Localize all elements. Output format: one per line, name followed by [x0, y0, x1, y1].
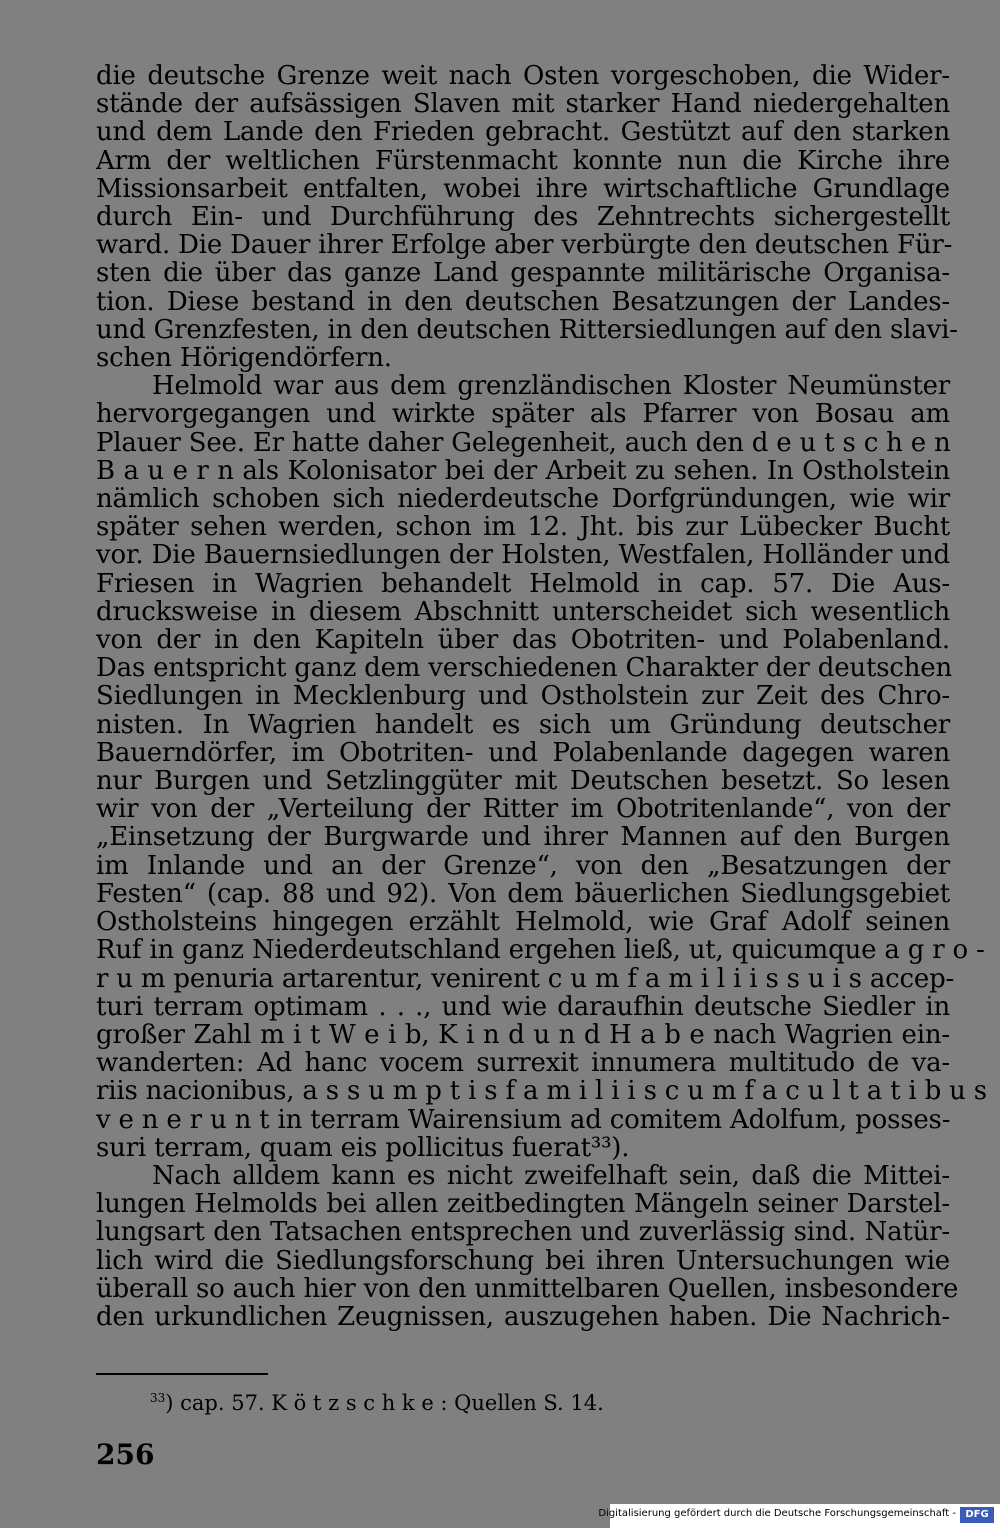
text-line: Nach alldem kann es nicht zweifelhaft sein, daß die Mittei- — [152, 1160, 950, 1191]
text-line: Helmold war aus dem grenzländischen Kloster Neumünster — [152, 371, 950, 402]
text-line: schen Hörigendörfern. — [96, 343, 392, 374]
text-line: vor. Die Bauernsiedlungen der Holsten, Westfalen, Holländer und — [96, 540, 950, 571]
text-line: lich wird die Siedlungsforschung bei ihren Untersuchungen wie — [96, 1245, 950, 1276]
dfg-logo-icon: DFG — [960, 1507, 994, 1523]
page-number: 256 — [96, 1438, 155, 1471]
footnote — [150, 1386, 604, 1415]
text-line: drucksweise in diesem Abschnitt unterscheidet sich wesentlich — [96, 596, 950, 627]
text-line: hervorgegangen und wirkte später als Pfarrer von Bosau am — [96, 399, 950, 430]
text-line: überall so auch hier von den unmittelbaren Quellen, insbesondere — [96, 1273, 959, 1304]
text-line: nämlich schoben sich niederdeutsche Dorfgründungen, wie wir — [96, 484, 950, 515]
footnote-text: ) cap. 57. K ö t z s c h k e : Quellen S. 14. — [165, 1391, 604, 1415]
text-line: Ostholsteins hingegen erzählt Helmold, wie Graf Adolf seinen — [96, 907, 950, 938]
text-line: lungsart den Tatsachen entsprechen und zuverlässig sind. Natür- — [96, 1217, 950, 1248]
text-line: durch Ein- und Durchführung des Zehntrechts sichergestellt — [96, 202, 950, 233]
text-line: v e n e r u n t in terram Wairensium ad comitem Adolfum, posses- — [96, 1104, 951, 1135]
text-line: Siedlungen in Mecklenburg und Ostholstein zur Zeit des Chro- — [96, 681, 950, 712]
text-line: den urkundlichen Zeugnissen, auszugehen haben. Die Nachrich- — [96, 1301, 950, 1332]
text-line: stände der aufsässigen Slaven mit starker Hand niedergehalten — [96, 89, 950, 120]
text-line: und Grenzfesten, in den deutschen Rittersiedlungen auf den slavi- — [96, 314, 958, 345]
text-line: sten die über das ganze Land gespannte militärische Organisa- — [96, 258, 950, 289]
text-line: lungen Helmolds bei allen zeitbedingten Mängeln seiner Darstel- — [96, 1189, 950, 1220]
text-line: B a u e r n als Kolonisator bei der Arbeit zu sehen. In Ostholstein — [96, 455, 950, 486]
text-line: nisten. In Wagrien handelt es sich um Gründung deutscher — [96, 709, 950, 740]
text-line: Bauerndörfer, im Obotriten- und Polabenlande dagegen waren — [96, 737, 950, 768]
text-line: wanderten: Ad hanc vocem surrexit innumera multitudo de va- — [96, 1048, 950, 1079]
text-line: die deutsche Grenze weit nach Osten vorgeschoben, die Wider- — [96, 61, 950, 91]
text-line: großer Zahl m i t W e i b, K i n d u n d H a b e nach Wagrien ein- — [96, 1019, 950, 1050]
text-line: Ruf in ganz Niederdeutschland ergehen ließ, ut, quicumque a g r o - — [96, 935, 985, 966]
footnote-separator — [96, 1373, 268, 1375]
text-line: suri terram, quam eis pollicitus fuerat³³). — [96, 1132, 630, 1163]
text-line: im Inlande und an der Grenze“, von den „Besatzungen der — [96, 850, 950, 881]
text-line: r u m penuria artarentur, venirent c u m f a m i l i i s s u i s accep- — [96, 963, 955, 994]
text-line: Festen“ (cap. 88 und 92). Von dem bäuerlichen Siedlungsgebiet — [96, 878, 950, 909]
text-line: nur Burgen und Setzlinggüter mit Deutschen besetzt. So lesen — [96, 766, 950, 797]
digitization-footer — [598, 1504, 1000, 1528]
text-line: tion. Diese bestand in den deutschen Besatzungen der Landes- — [96, 286, 950, 317]
text-line: wir von der „Verteilung der Ritter im Obotritenlande“, von der — [96, 794, 950, 825]
text-line: Friesen in Wagrien behandelt Helmold in cap. 57. Die Aus- — [96, 568, 950, 599]
text-line: Plauer See. Er hatte daher Gelegenheit, auch den d e u t s c h e n — [96, 427, 951, 458]
text-line: Missionsarbeit entfalten, wobei ihre wirtschaftliche Grundlage — [96, 173, 950, 204]
body-text — [96, 61, 987, 1332]
text-line: „Einsetzung der Burgwarde und ihrer Mannen auf den Burgen — [96, 822, 950, 853]
footnote-marker: 33 — [150, 1391, 166, 1405]
text-line: ward. Die Dauer ihrer Erfolge aber verbürgte den deutschen Für- — [96, 230, 953, 261]
text-line: und dem Lande den Frieden gebracht. Gestützt auf den starken — [96, 117, 950, 148]
text-line: riis nacionibus, a s s u m p t i s f a m i l i i s c u m f a c u l t a t i b u s — [96, 1076, 987, 1107]
text-line: Arm der weltlichen Fürstenmacht konnte nun die Kirche ihre — [96, 145, 950, 176]
footer-credit: Digitalisierung gefördert durch die Deutsche Forschungsgemeinschaft - — [598, 1508, 956, 1519]
text-line: Das entspricht ganz dem verschiedenen Charakter der deutschen — [96, 653, 952, 684]
text-line: von der in den Kapiteln über das Obotriten- und Polabenland. — [96, 625, 950, 656]
text-line: später sehen werden, schon im 12. Jht. bis zur Lübecker Bucht — [96, 512, 950, 543]
text-line: turi terram optimam . . ., und wie daraufhin deutsche Siedler in — [96, 991, 950, 1022]
